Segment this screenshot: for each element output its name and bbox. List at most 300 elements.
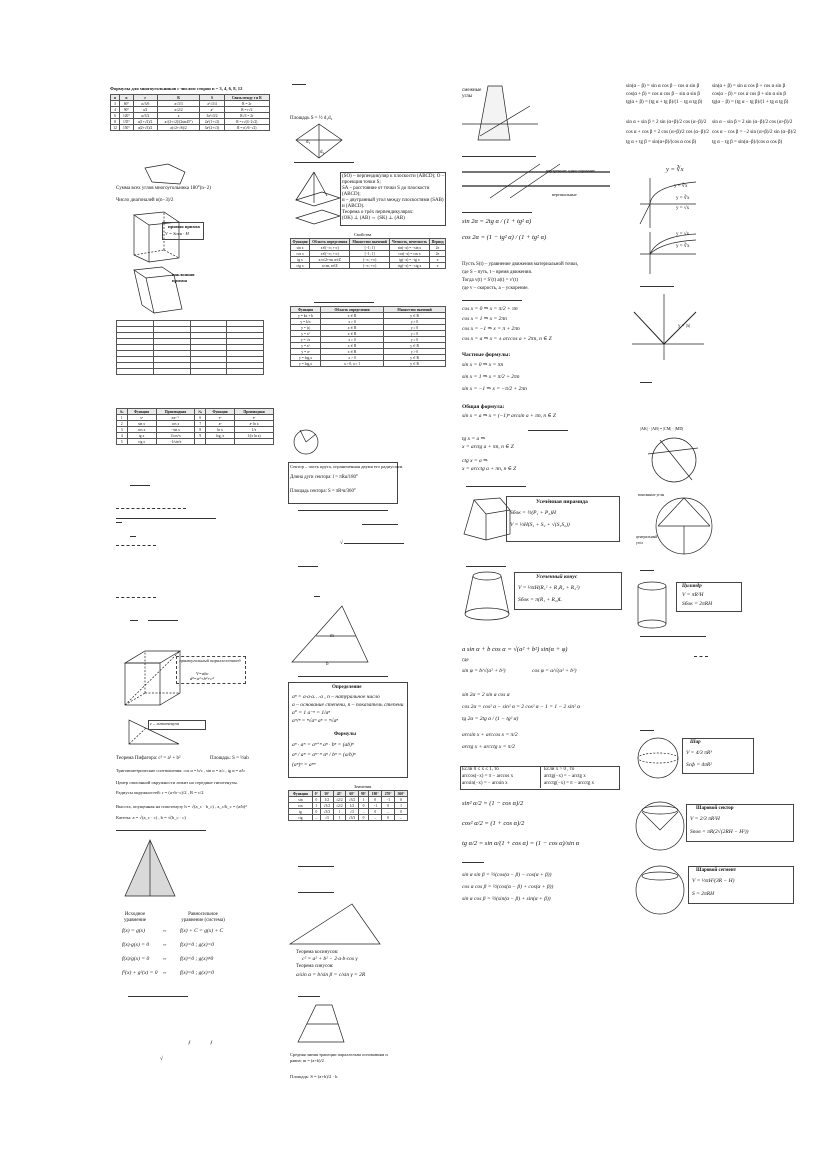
table-header-cell: Функция — [291, 307, 321, 313]
table-cell: 0 — [369, 797, 382, 803]
table-cell: a/2 — [133, 107, 157, 113]
table-cell: (−∞; +∞) — [350, 257, 390, 263]
rhombus-d1: d₁ — [306, 140, 311, 145]
sum-formula-line: sin α + sin β = 2 sin (α+β)/2 cos (α−β)/2 — [626, 120, 707, 125]
blank-grid — [116, 320, 264, 375]
divider — [298, 866, 334, 867]
fragment: ƒ — [210, 1040, 213, 1046]
ball-title: Шар — [690, 740, 701, 745]
cosine-theorem-formula: c² = a² + b² − 2·a·b·cos γ — [302, 956, 358, 962]
arc-sum-line: arcsin x + arccos x = π/2 — [462, 732, 518, 738]
frustum-title: Усечённая пирамида — [536, 499, 588, 505]
formula-line: aⁿ / aᵐ = aⁿ⁻ᵐ aⁿ / bⁿ = (a/b)ⁿ — [292, 752, 356, 758]
column-2 — [284, 0, 449, 1169]
formulas-title: Формулы — [334, 732, 356, 737]
partial-formula-line: sin x = −1 ⇒ x = −π/2 + 2πn — [462, 386, 527, 392]
derivative-table — [116, 408, 274, 445]
parallelepiped-label: прямоугольный параллелепипед — [179, 658, 241, 663]
ball-segment-figure — [634, 862, 688, 918]
table-cell: 1/cos²x — [156, 433, 195, 439]
table-header-cell: 30° — [320, 791, 333, 797]
equation-cell: ⇔ — [162, 942, 168, 948]
rhombus-area: Площадь S = ½ d₁d₂ — [290, 116, 333, 121]
double-angle-line: cos 2α = cos² α − sin² α = 2 cos² α − 1 = 1 − 2 sin² α — [462, 704, 581, 710]
cone-volume: V = ⅓πH(R₁² + R₁R₂ + R₂²) — [518, 585, 580, 591]
definition-title: Определение — [332, 685, 362, 690]
sector-area: Площадь сектора: S = πR²α/360° — [290, 489, 356, 494]
cylinder-area: Sбок = 2πRH — [682, 601, 713, 607]
table-header-cell: Область определения — [310, 239, 350, 245]
table-header-cell: Область определения — [321, 307, 384, 313]
table-cell: 0 — [369, 809, 382, 815]
table-cell: x > 0 — [321, 355, 384, 361]
adjacent-angles-label: смежные углы — [462, 88, 482, 99]
table-cell: y = aˣ — [291, 349, 321, 355]
table-cell: a(1+√2)/2 — [133, 119, 157, 125]
chord-theorem: |AK| · |AB| = |CM| · |MD| — [640, 426, 684, 431]
table-cell: ln x — [206, 427, 235, 433]
column-1 — [110, 0, 275, 1169]
sum-formula-line: cos(α − β) = cos α cos β + sin α sin β — [712, 92, 786, 97]
table-cell: 0 — [395, 809, 408, 815]
cylinder-title: Цилиндр — [682, 584, 702, 589]
table-header-cell: Множество значений — [384, 307, 446, 313]
trig-values-table — [288, 790, 408, 821]
table-cell: −sin x — [156, 427, 195, 433]
equation-cell: f(x) + C = g(x) + C — [180, 928, 224, 934]
equation-cell: f(x)=0 ; g(x)≠0 — [180, 956, 214, 962]
table-cell: −1/sin²x — [156, 439, 195, 445]
ctg-equation-line: ctg x = a ⇒ — [462, 458, 488, 464]
table-cell: aˣ ln a — [235, 421, 274, 427]
divider — [314, 302, 374, 303]
frustum-pyramid-figure — [462, 494, 512, 542]
divider — [466, 566, 506, 567]
table-cell: 2a²(1+√2) — [200, 119, 224, 125]
table-cell: 1 — [395, 803, 408, 809]
table-cell: sin x — [291, 245, 310, 251]
table-cell: cos x — [127, 427, 156, 433]
sum-formula-line: tg α + tg β = sin(α+β)/(cos α cos β) — [626, 140, 697, 145]
prism-formula: V = Sосн · H — [165, 231, 189, 236]
table-cell: 0 — [395, 797, 408, 803]
auxiliary-where: где — [462, 658, 469, 663]
table-cell: 1 — [333, 815, 346, 821]
ball-area: Sсф = 4πR² — [686, 762, 712, 768]
sum-formula-line: cos α + cos β = 2 cos (α+β)/2 cos (α−β)/2 — [626, 130, 709, 135]
ball-figure — [636, 736, 686, 782]
table-cell: 2π — [430, 251, 446, 257]
column-4 — [626, 0, 801, 1169]
table-cell: 135° — [120, 119, 134, 125]
divider — [116, 597, 156, 598]
table-cell: eˣ — [206, 415, 235, 421]
table-header-cell: Связь между r и R — [224, 95, 269, 101]
table-cell: y > 0 — [384, 349, 446, 355]
sum-formula-line: sin α − sin β = 2 sin (α−β)/2 cos (α+β)/2 — [712, 120, 793, 125]
table-header-cell: Функция — [291, 239, 310, 245]
central-angle-label: центральный угол — [636, 535, 658, 545]
divider — [640, 286, 674, 287]
parallel-lines-figure — [460, 162, 620, 200]
abs-graph-label: y = |x| — [678, 324, 691, 329]
divider — [292, 84, 306, 85]
table-cell: xⁿ — [127, 415, 156, 421]
column-3 — [456, 0, 626, 1169]
arc-length: Длина дуги сектора: l = πRα/180° — [290, 475, 358, 480]
ball-volume: V = 4/3 πR³ — [686, 750, 712, 756]
props-caption: Свойства — [354, 232, 372, 237]
table-cell: 3a²√3/2 — [200, 113, 224, 119]
table-cell: ctg(−x) = −ctg x — [389, 263, 429, 269]
equation-cell: f(x)·g(x) = 0 — [122, 942, 150, 948]
table-cell: eˣ — [235, 415, 274, 421]
trapezoid-midline: Средняя линия трапеции параллельна основаниям и равна: m = (a+b)/2 — [290, 1052, 388, 1063]
parallelepiped-volume: V=abc — [196, 671, 209, 676]
half-angle-line: cos² α/2 = (1 + cos α)/2 — [462, 820, 525, 827]
table-header-cell: Функция — [127, 409, 156, 415]
arc-negative-line: arccos(−x) = π − arccos x — [462, 774, 514, 779]
table-cell: √3/2 — [320, 803, 333, 809]
cos-equation-line: cos x = 1 ⇒ x = 2πn — [462, 316, 507, 322]
auxiliary-sin: sin φ = b/√(a² + b²) — [462, 668, 506, 674]
table-header-cell: 45° — [333, 791, 346, 797]
table-header-cell: Период — [431, 239, 444, 244]
table-cell: π — [430, 257, 446, 263]
motion-line: Тогда v(t) = S′(t) a(t) = v′(t) — [462, 278, 518, 283]
table-cell: 1 — [358, 797, 369, 803]
equation-cell: f(x)=0 ; g(x)=0 — [180, 970, 214, 976]
table-header-cell: 180° — [369, 791, 382, 797]
table-cell: 3 — [111, 101, 120, 107]
table-cell: 90° — [120, 107, 134, 113]
chord-circle-figure — [646, 434, 706, 488]
table-cell: 7 — [195, 421, 206, 427]
table-cell: a² — [200, 107, 224, 113]
value-row — [289, 815, 408, 821]
divider — [694, 656, 708, 657]
table-header-cell: 0° — [312, 791, 320, 797]
table-cell — [206, 439, 235, 445]
table-cell: x ∈ R — [321, 331, 384, 337]
table-cell: a > 0, a ≠ 1 — [321, 361, 384, 367]
values-caption: Значения — [354, 784, 372, 789]
table-header-cell: 90° — [358, 791, 369, 797]
definition-line: aⁿ = a·a·a…·a , n – натуральное число — [292, 694, 380, 700]
table-header-cell: 360° — [395, 791, 408, 797]
arc-negative-line: arcsin(−x) = − arcsin x — [462, 781, 508, 786]
partial-formula-line: sin x = 0 ⇒ x = πn — [462, 362, 504, 368]
table-cell: 0 — [382, 803, 395, 809]
tg-equation-line: x = arctg a + πn, n ∈ Z — [462, 444, 514, 450]
table-cell: 1/(x ln a) — [235, 433, 274, 439]
table-cell: −1 — [369, 803, 382, 809]
sum-formula-line: sin(α − β) = sin α cos β − cos α sin β — [626, 84, 700, 89]
cylinder-figure — [634, 580, 672, 630]
sum-formula-line: cos(α + β) = cos α cos β − sin α sin β — [626, 92, 700, 97]
ball-sector-area: Sпов = πR(2√(2RH − H²)) — [690, 829, 749, 835]
table-cell: 8 — [111, 119, 120, 125]
divider — [116, 518, 216, 519]
table-cell: √2/2 — [333, 797, 346, 803]
frustum-volume: V = ⅓H(S₁ + S₂ + √(S₁S₂)) — [510, 522, 570, 528]
table-cell: 1/2 — [320, 797, 333, 803]
half-angle-line: sin² α/2 = (1 − cos α)/2 — [462, 800, 524, 807]
divider — [314, 596, 320, 597]
equation-cell: ⇔ — [162, 970, 168, 976]
arc-negative-line: Если 0 ≤ x ≤ 1, то — [462, 767, 499, 772]
table-header-cell: Производная — [235, 409, 274, 415]
product-formula-line: sin α sin β = ½(cos(α − β) − cos(α + β)) — [462, 872, 552, 878]
trig-properties-table — [290, 238, 446, 269]
table-cell: R = r√2 — [224, 107, 269, 113]
formula-line: (aⁿ)ᵐ = aⁿᵐ — [292, 762, 316, 768]
table-header-cell: S — [200, 95, 224, 101]
table-cell: 8 — [195, 427, 206, 433]
table-cell: −1 — [382, 797, 395, 803]
table-cell: sin — [289, 797, 313, 803]
table-cell: a√(2+√2)/(2sin45°) — [157, 119, 200, 125]
table-cell: aˣ — [206, 421, 235, 427]
arc-box-divider — [540, 766, 541, 788]
motion-line: где v – скорость, a – ускорение. — [462, 286, 529, 291]
table-cell: a — [157, 113, 200, 119]
ball-sector-volume: V = 2/3 πR²H — [690, 816, 720, 822]
motion-line: где S – путь, t – время движения. — [462, 270, 533, 275]
divider — [462, 862, 484, 863]
cos-equation-line: cos x = −1 ⇒ x = π + 2πn — [462, 326, 520, 332]
cos-2a-formula: cos 2α = (1 − tg² α) / (1 + tg² α) — [462, 234, 547, 241]
table-header-cell: № — [195, 409, 206, 415]
table-cell: √3/2 — [346, 797, 359, 803]
table-cell: x∈(−∞; +∞) — [310, 245, 350, 251]
table-header-cell: Функция — [206, 409, 235, 415]
divider — [462, 212, 532, 213]
divider — [116, 545, 156, 546]
table-cell: tg x — [127, 433, 156, 439]
half-angle-line: tg α/2 = sin α/(1 + cos α) = (1 − cos α)/sin α — [462, 840, 580, 847]
table-cell: – — [312, 815, 320, 821]
table-cell: R = 2r — [224, 101, 269, 107]
general-formula-title: Общая формула: — [462, 404, 505, 410]
table-cell: 0 — [312, 809, 320, 815]
polygon-table — [110, 94, 270, 131]
prism-label: прямая призма — [168, 224, 200, 229]
derivative-row — [117, 439, 274, 445]
fragment: ƒ — [188, 1040, 191, 1046]
motion-line: Пусть S(t) – уравнение движения материальной точки, — [462, 262, 579, 267]
table-cell: a(√2+√6)/2 — [157, 125, 200, 131]
table-cell: 2π — [430, 245, 446, 251]
table-cell: y = kx + b — [291, 313, 321, 319]
table-header-cell: r — [133, 95, 157, 101]
table-cell: – — [382, 809, 395, 815]
double-angle-line: sin 2α = 2 sin α cos α — [462, 692, 510, 698]
table-cell: y ∈ R — [384, 361, 446, 367]
double-angle-line: tg 2α = 2tg α / (1 − tg² α) — [462, 716, 519, 722]
general-formula: sin x = a ⇒ x = (−1)ⁿ arcsin a + πn, n ∈ Z — [462, 413, 556, 419]
table-cell: π — [430, 263, 446, 269]
arc-sum-line: arctg x + arcctg x = π/2 — [462, 744, 515, 750]
divider — [466, 486, 526, 487]
cylinder-volume: V = πR²H — [682, 592, 704, 598]
hypotenuse-label: c – гипотенуза — [150, 721, 180, 726]
polygon-row — [111, 125, 270, 131]
perpendicular-line: и (ABCD). — [342, 204, 365, 209]
circumcenter-text: Центр описанной окружности лежит на середине гипотенузы. — [116, 780, 238, 785]
legs-text: Катеты: a = √(a_c · c) , b = √(b_c · c) — [116, 815, 186, 820]
table-cell: logₐ x — [206, 433, 235, 439]
divider — [130, 620, 138, 621]
tg-equation-line: tg x = a ⇒ — [462, 436, 486, 442]
table-header-cell: Функция — [289, 791, 313, 797]
table-cell: 2 — [117, 421, 128, 427]
table-cell: 1 — [312, 803, 320, 809]
perpendicular-line: (OK) ⊥ (AB) ⇔ (SK) ⊥ (AB) — [342, 216, 405, 221]
table-cell: 1 — [117, 415, 128, 421]
table-cell: y = logₐx — [291, 355, 321, 361]
root-label-1: y = ∜x — [674, 184, 688, 189]
table-cell: a√3/3 — [157, 101, 200, 107]
auxiliary-angle: a sin α + b cos α = √(a² + b²) sin(α + φ) — [462, 646, 568, 653]
angle-sum-text: Сумма всех углов многоугольника 180°(n−2) — [116, 186, 211, 191]
divider — [148, 620, 178, 621]
perpendicular-line: (ABCD); — [342, 192, 361, 197]
table-cell: a²√3/4 — [200, 101, 224, 107]
divider — [462, 156, 536, 157]
arc-negative-line: Если x > 0 , то — [544, 767, 575, 772]
divider — [116, 508, 186, 509]
ball-sector-title: Шаровой сектор — [696, 806, 734, 811]
product-formula-line: sin α cos β = ½(sin(α − β) + sin(α + β)) — [462, 896, 551, 902]
sine-theorem-title: Теорема синусов: — [296, 964, 334, 969]
ball-sector-figure — [634, 800, 688, 854]
table-cell: ctg x — [291, 263, 310, 269]
table-cell: y = √x — [291, 337, 321, 343]
perpendicular-line: Теорема о трёх перпендикулярах: — [342, 210, 414, 215]
formula-line: aⁿ · aᵐ = aⁿ⁺ᵐ aⁿ · bⁿ = (ab)ⁿ — [292, 742, 354, 748]
divider — [116, 830, 206, 831]
pythagoras-text: Теорема Пифагора: c² = a² + b² — [116, 756, 181, 761]
perpendicular-line: α – двугранный угол между плоскостями (SAB) — [342, 198, 444, 203]
table-cell: y ≥ 0 — [384, 325, 446, 331]
table-cell: [−1; 1] — [350, 245, 390, 251]
table-header-cell: 60° — [346, 791, 359, 797]
table-header-cell: R — [157, 95, 200, 101]
table-cell: 0 — [312, 797, 320, 803]
midline-m: m — [330, 634, 334, 639]
pyramid-perpendicular-figure — [292, 168, 342, 228]
table-cell: a(2+√3)/2 — [133, 125, 157, 131]
divider — [640, 382, 652, 383]
table-cell — [235, 439, 274, 445]
table-cell: nxⁿ⁻¹ — [156, 415, 195, 421]
divider — [128, 996, 188, 997]
table-cell: – — [358, 809, 369, 815]
sector-circle-figure — [292, 428, 322, 458]
sector-definition: Сектор – часть круга, ограниченная двумя его радиусами. — [290, 464, 404, 469]
diagonals-text: Число диагоналей n(n−3)/2 — [116, 198, 174, 203]
area-text: Площадь: S = ½ab — [210, 756, 249, 761]
rhombus-d2: d₂ — [320, 150, 325, 155]
table-cell: x ∈ R — [321, 325, 384, 331]
table-cell: y = k/x — [291, 319, 321, 325]
divider — [640, 730, 654, 731]
table-cell: a√3/2 — [133, 113, 157, 119]
auxiliary-cos: cos φ = a/√(a² + b²) — [532, 668, 577, 674]
root-label-3: y = √x — [676, 206, 690, 211]
table-cell: x∈(−∞; +∞) — [310, 251, 350, 257]
fragment: √ — [340, 540, 344, 546]
table-header-cell: № — [117, 409, 128, 415]
equation-cell: ⇔ — [162, 928, 168, 934]
isosceles-triangle-figure — [120, 838, 180, 900]
divider — [298, 996, 320, 997]
table-cell: y ∈ R — [384, 313, 446, 319]
table-cell: R = r√(4−2√2) — [224, 119, 269, 125]
table-cell: y ∈ R — [384, 355, 446, 361]
equation-cell: f(x) = g(x) — [122, 928, 145, 934]
table-cell: 9 — [195, 433, 206, 439]
definition-line: a⁰ = 1 a⁻ⁿ = 1/aⁿ — [292, 710, 331, 716]
table-cell: sin(−x) = −sin x — [389, 245, 429, 251]
table-cell: 1/2 — [346, 803, 359, 809]
divider — [640, 636, 706, 637]
cone-area: Sбок = π(R₁ + R₂)L — [518, 597, 562, 603]
definition-line: aᵐ/ⁿ = ⁿ√aᵐ aⁿ = ⁿ√aⁿ — [292, 718, 339, 724]
table-header-cell: Множество значений — [350, 239, 390, 245]
inscribed-angles-label: вписанные углы — [638, 493, 665, 497]
equation-cell: ⇔ — [162, 956, 168, 962]
frustum-area: Sбок = ½(P₁ + P₂)H — [510, 510, 556, 516]
base-b: b — [326, 662, 329, 667]
incircle-text: Радиусы окружностей: r = (a+b−c)/2 , R = c/2 — [116, 790, 204, 795]
table-cell: ctg — [289, 815, 313, 821]
trig-relations: Тригонометрические соотношения: cos α = b/c , sin α = a/c , tg α = a/b — [116, 768, 245, 773]
table-cell: y = logₐx — [291, 361, 321, 367]
cos-equation-line: cos x = a ⇒ x = ± arccos a + 2πn, n ∈ Z — [462, 336, 552, 342]
equation-cell: f²(x) + g²(x) = 0 — [122, 970, 158, 976]
abs-graph-figure — [626, 292, 706, 362]
table-cell: x ∈ R — [321, 343, 384, 349]
divider — [130, 485, 150, 486]
table-header-cell: α — [120, 95, 134, 101]
sum-formula-line: tg(α + β) = (tg α + tg β)/(1 − tg α tg β) — [626, 100, 703, 105]
table-cell: x ∈ R — [321, 349, 384, 355]
trapezoid-figure — [296, 1002, 346, 1046]
fragment: √ — [160, 1056, 164, 1062]
divider — [298, 676, 388, 677]
table-cell: y ≥ 0 — [384, 337, 446, 343]
table-cell: 3a²(2+√3) — [200, 125, 224, 131]
divider — [362, 524, 398, 525]
table-cell: √2/2 — [333, 803, 346, 809]
oblique-prism-label: наклонная призма — [172, 272, 195, 283]
table-cell: x≠π/2+πn, n∈Z — [310, 257, 350, 263]
interior-angles-label: внутренние односторонние — [546, 168, 595, 173]
table-cell: x ≥ 0 — [321, 337, 384, 343]
sum-formula-line: tg α − tg β = sin(α−β)/(cos α cos β) — [712, 140, 783, 145]
table-cell: 150° — [120, 125, 134, 131]
table-header-cell: Производная — [156, 409, 195, 415]
perpendicular-line: SA – расстояние от точки S до плоскости — [342, 186, 430, 191]
sum-formula-line: cos α − cos β = −2 sin (α+β)/2 sin (α−β)/2 — [712, 130, 797, 135]
partial-formula-line: sin x = 1 ⇒ x = π/2 + 2πn — [462, 374, 520, 380]
sum-formula-line: tg(α − β) = (tg α − tg β)/(1 + tg α tg β) — [712, 100, 789, 105]
perpendicular-line: проекция точки S; — [342, 180, 381, 185]
table-cell — [195, 439, 206, 445]
table-cell: cos x — [156, 421, 195, 427]
